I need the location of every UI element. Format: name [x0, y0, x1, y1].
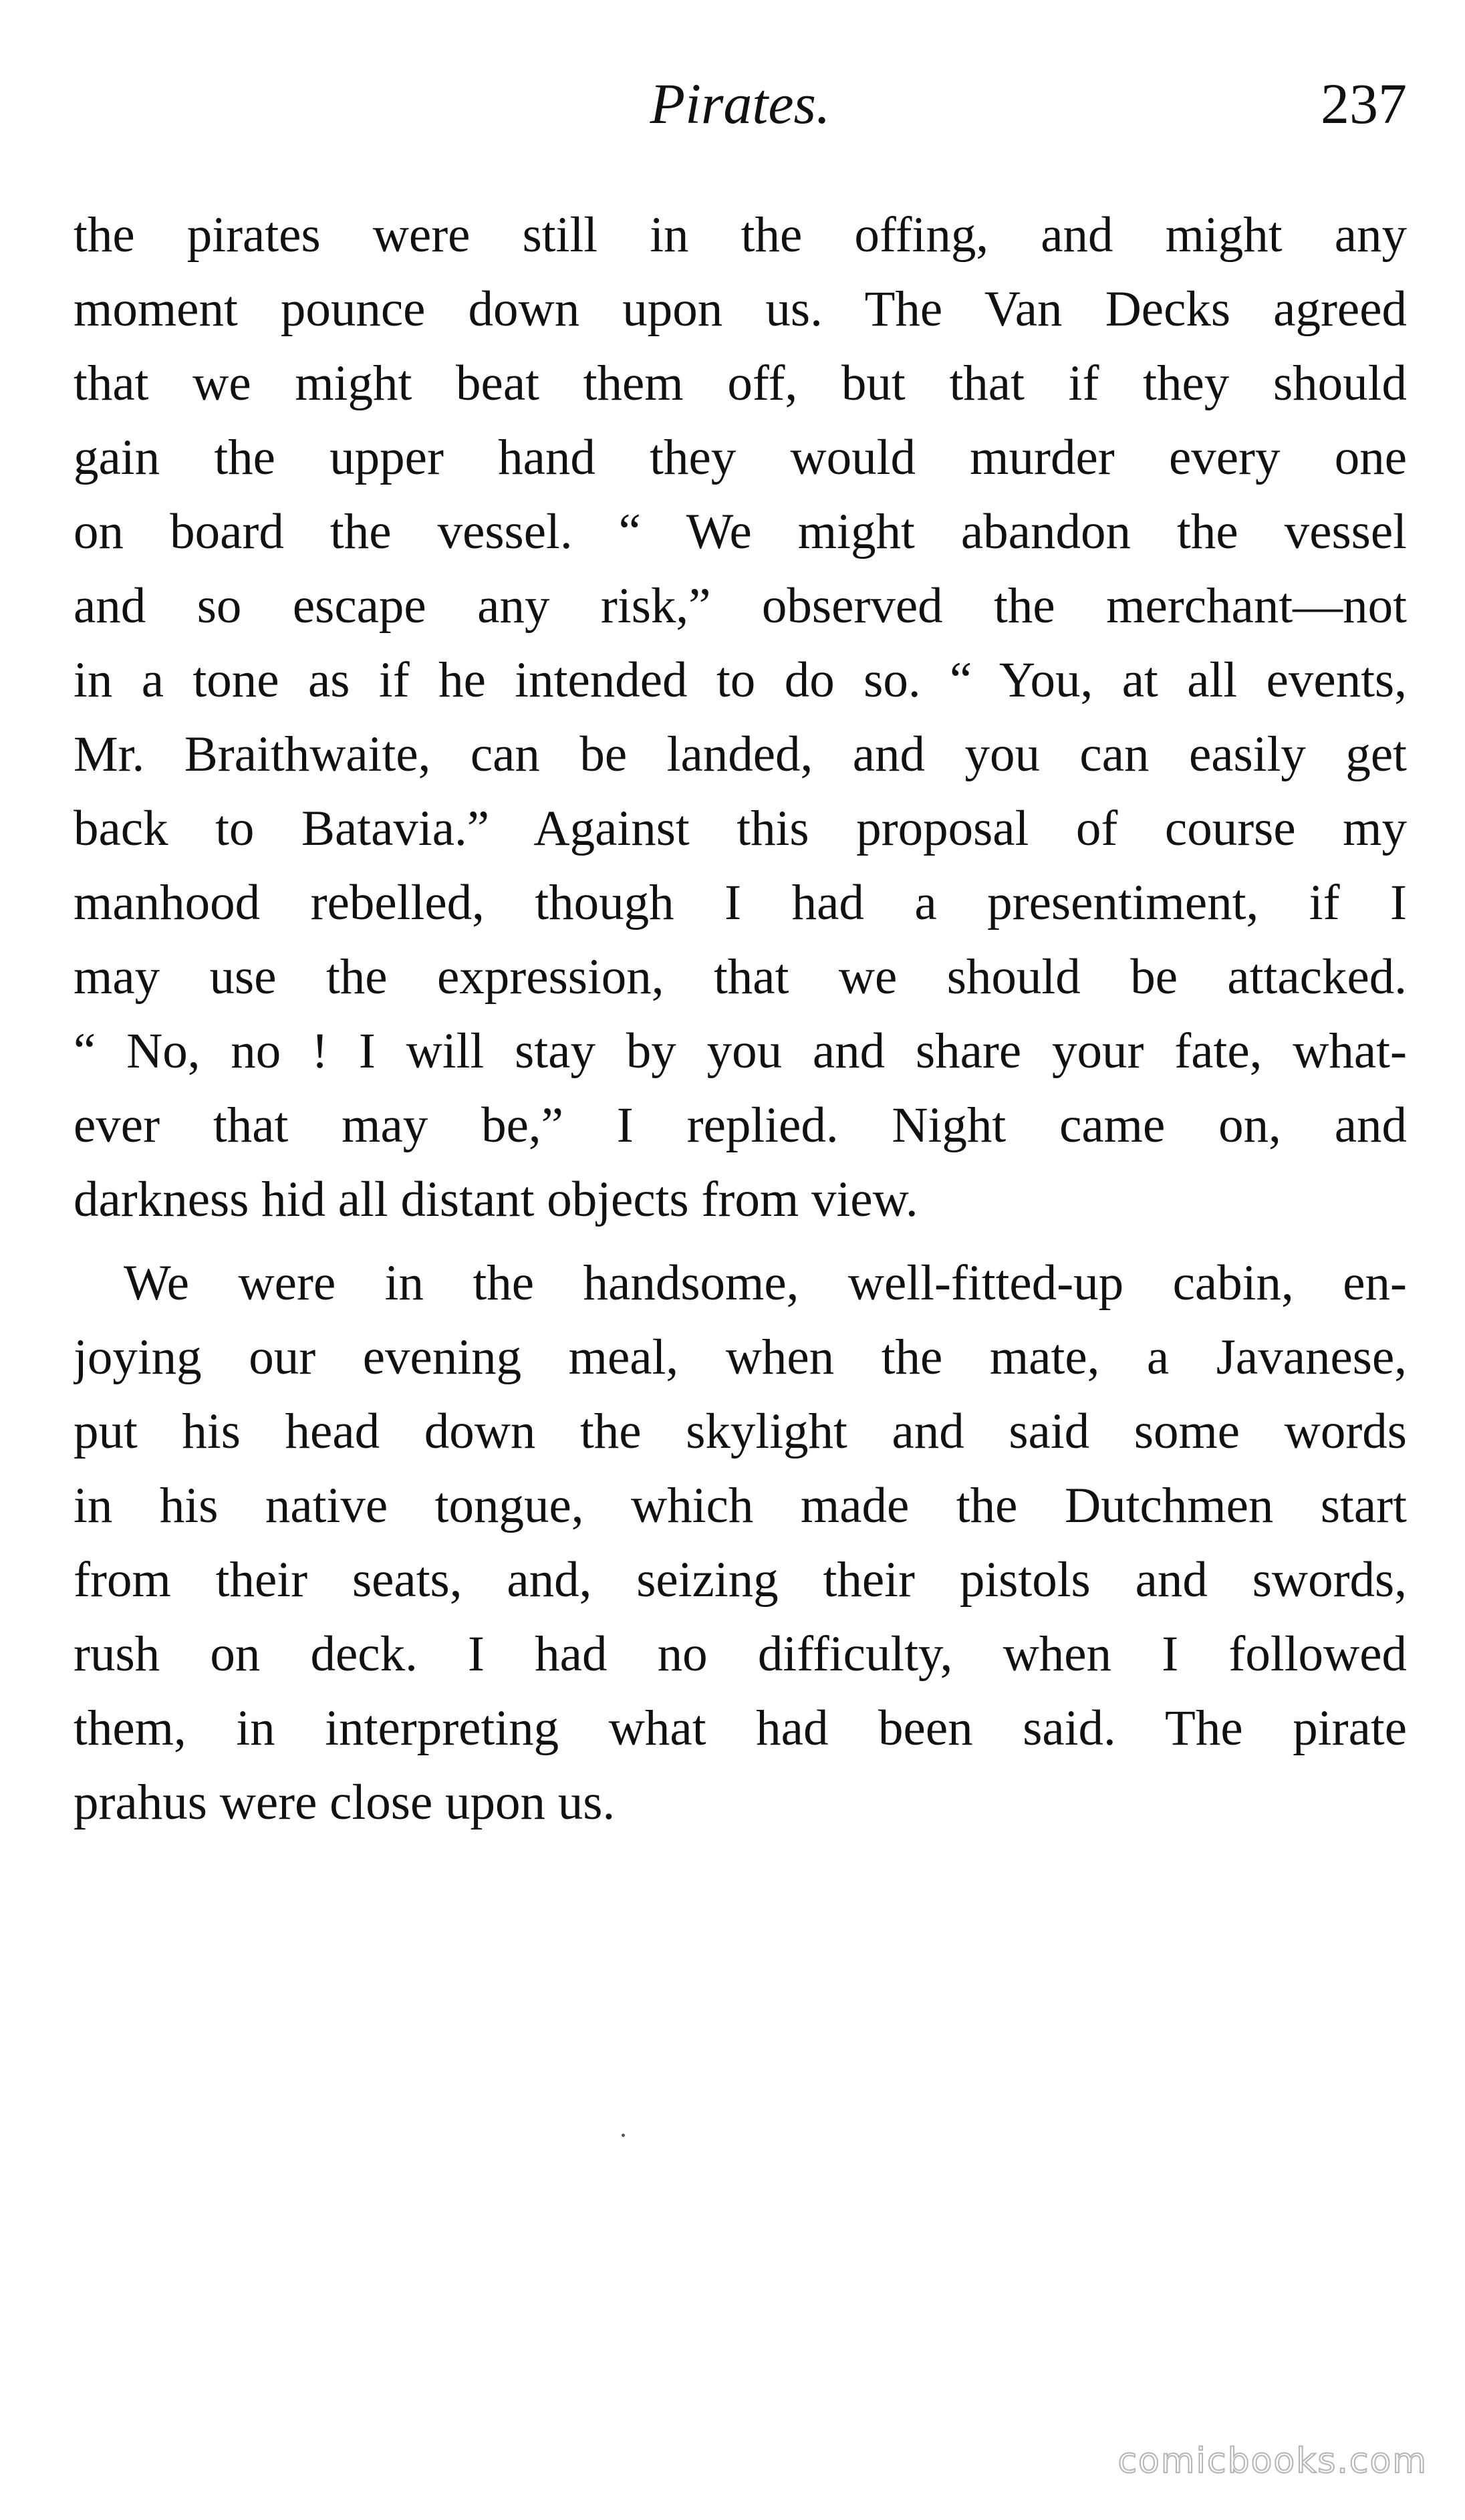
text-line: on board the vessel. “ We might abandon the vessel: [74, 504, 1407, 559]
text-line: gain the upper hand they would murder every one: [74, 430, 1407, 485]
text-line: the pirates were still in the offing, and might any: [74, 207, 1407, 263]
text-line: We were in the handsome, well-fitted-up cabin, en-: [124, 1255, 1407, 1311]
text-line: rush on deck. I had no difficulty, when I followed: [74, 1626, 1407, 1682]
text-line: in his native tongue, which made the Dutchmen start: [74, 1478, 1407, 1533]
text-line: “ No, no ! I will stay by you and share your fate, what-: [74, 1023, 1407, 1079]
paragraph-2: [74, 1246, 1407, 1840]
text-line: Mr. Braithwaite, can be landed, and you can easily get: [74, 727, 1407, 782]
text-line: may use the expression, that we should be attacked.: [74, 949, 1407, 1005]
running-head: [74, 64, 1407, 144]
text-line: darkness hid all distant objects from view.: [74, 1172, 918, 1227]
print-speck: [622, 2134, 625, 2137]
text-line: joying our evening meal, when the mate, a Javanese,: [74, 1330, 1407, 1385]
text-line: that we might beat them off, but that if they should: [74, 356, 1407, 411]
text-line: from their seats, and, seizing their pistols and swords,: [74, 1552, 1407, 1608]
text-line: manhood rebelled, though I had a presentiment, if I: [74, 875, 1407, 930]
text-line: put his head down the skylight and said some words: [74, 1404, 1407, 1459]
text-line: moment pounce down upon us. The Van Decks agreed: [74, 281, 1407, 337]
page-number: 237: [1321, 72, 1407, 136]
body-text: [74, 198, 1407, 1840]
watermark: comicbooks.com: [1117, 2441, 1428, 2481]
text-line: ever that may be,” I replied. Night came on, and: [74, 1098, 1407, 1153]
paragraph-gap: [74, 1237, 1407, 1246]
text-line: and so escape any risk,” observed the merchant—not: [74, 578, 1407, 634]
text-line: prahus were close upon us.: [74, 1775, 616, 1830]
text-line: them, in interpreting what had been said. The pirate: [74, 1700, 1407, 1756]
paragraph-1: [74, 198, 1407, 1237]
text-line: in a tone as if he intended to do so. “ You, at all events,: [74, 652, 1407, 708]
running-title: Pirates.: [650, 72, 831, 136]
text-line: back to Batavia.” Against this proposal of course my: [74, 801, 1407, 856]
